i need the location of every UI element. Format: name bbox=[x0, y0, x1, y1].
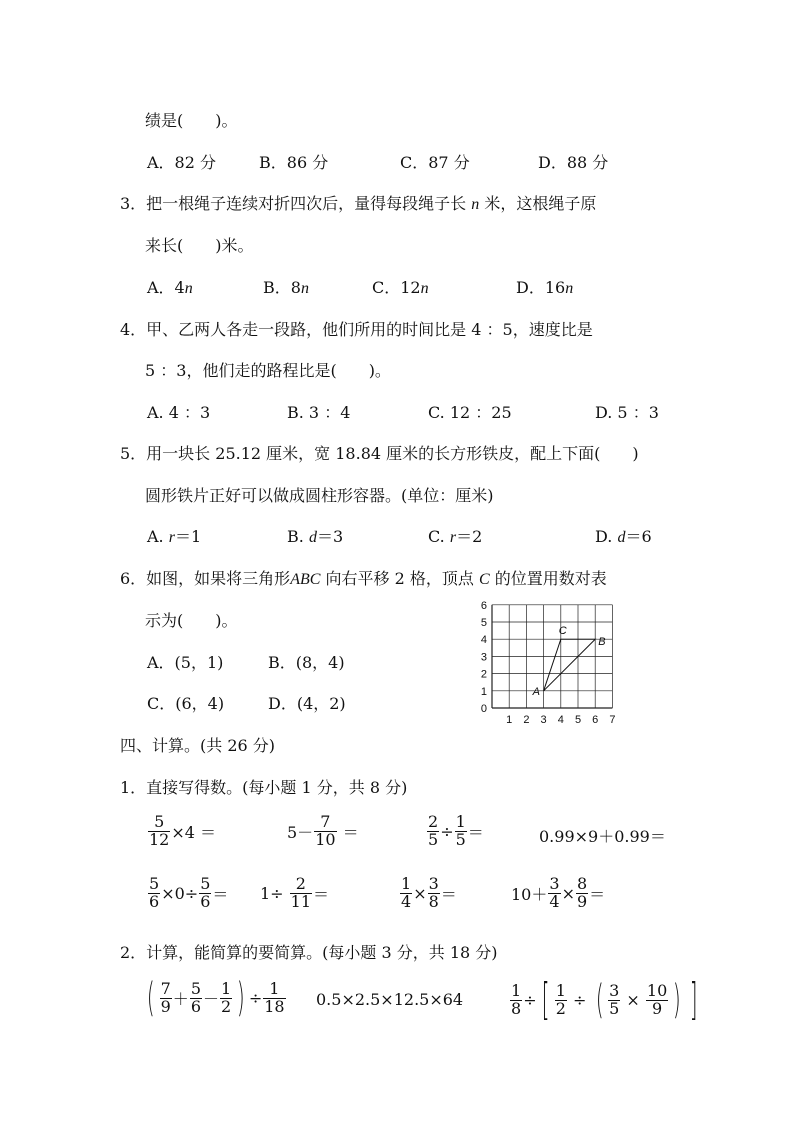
q6-option-c[interactable]: C．(6，4) bbox=[147, 694, 225, 713]
x-tick-label: 2 bbox=[523, 714, 530, 726]
q3-option-b[interactable]: B．8n bbox=[263, 278, 309, 297]
y-tick-label: 2 bbox=[480, 668, 487, 681]
q3-option-d[interactable]: D．16n bbox=[516, 278, 574, 297]
section-4-part2: 2．计算，能简算的要简算。(每小题 3 分，共 18 分) bbox=[120, 943, 498, 962]
calc2-expr-2: 0.5×2.5×12.5×64 bbox=[316, 990, 464, 1009]
y-tick-label: 0 bbox=[480, 703, 487, 715]
y-tick-label: 5 bbox=[480, 617, 487, 629]
grid-lines bbox=[492, 605, 612, 708]
section-4-title: 四、计算。(共 26 分) bbox=[120, 736, 276, 755]
calc2-expr-1: ( $\frac{7}{9}$ ＋ $\frac{5}{6}$ － $\frac{1}{2}$ ) ÷ $\frac{1}{18}$ bbox=[146, 975, 285, 1021]
x-tick-label: 6 bbox=[592, 714, 599, 726]
calc-expr-3: $\frac{2}{5}$ ÷ $\frac{1}{5}$ ＝ bbox=[428, 812, 484, 849]
vertex-label-b: B bbox=[598, 636, 606, 649]
q6-option-d[interactable]: D．(4，2) bbox=[268, 694, 346, 713]
q4-option-a[interactable]: A. 4 ：3 bbox=[147, 403, 211, 422]
calc-expr-1: $\frac{5}{12}$ ×4 ＝ bbox=[149, 812, 217, 849]
q2-option-c[interactable]: C．87 分 bbox=[400, 153, 470, 172]
q2-option-b[interactable]: B．86 分 bbox=[259, 153, 329, 172]
q3-line2: 来长( )米。 bbox=[145, 236, 254, 255]
triangle-abc bbox=[532, 625, 606, 698]
coordinate-grid-figure bbox=[476, 598, 646, 730]
calc-expr-4: 0.99×9＋0.99＝ bbox=[539, 827, 666, 846]
q5-option-c[interactable]: C. r＝2 bbox=[428, 527, 483, 546]
q4-option-d[interactable]: D. 5 ：3 bbox=[595, 403, 659, 422]
q5-option-a[interactable]: A. r＝1 bbox=[147, 527, 202, 546]
calc-expr-7: $\frac{1}{4}$ × $\frac{3}{8}$ ＝ bbox=[401, 874, 457, 911]
q2-line: 绩是( )。 bbox=[145, 111, 238, 130]
vertex-label-a: A bbox=[532, 685, 540, 698]
q4-option-b[interactable]: B. 3 ：4 bbox=[287, 403, 351, 422]
y-tick-label: 3 bbox=[480, 651, 487, 664]
q3-line1: 3．把一根绳子连续对折四次后，量得每段绳子长 n 米，这根绳子原 bbox=[120, 194, 597, 213]
calc-expr-5: $\frac{5}{6}$ ×0÷ $\frac{5}{6}$ ＝ bbox=[149, 874, 229, 911]
q6-line1: 6．如图，如果将三角形ABC 向右平移 2 格，顶点 C 的位置用数对表 bbox=[120, 569, 607, 588]
q5-line1: 5．用一块长 25.12 厘米，宽 18.84 厘米的长方形铁皮，配上下面( ) bbox=[120, 444, 639, 463]
x-tick-label: 1 bbox=[506, 714, 513, 726]
q3-option-c[interactable]: C．12n bbox=[372, 278, 429, 297]
triangle-outline bbox=[544, 639, 596, 691]
q5-option-d[interactable]: D. d＝6 bbox=[595, 527, 652, 546]
q4-option-c[interactable]: C. 12 ：25 bbox=[428, 403, 512, 422]
x-tick-label: 4 bbox=[557, 714, 564, 726]
y-tick-label: 4 bbox=[480, 634, 487, 647]
x-tick-label: 3 bbox=[540, 714, 547, 726]
q2-option-d[interactable]: D．88 分 bbox=[538, 153, 609, 172]
x-tick-label: 7 bbox=[609, 714, 616, 726]
q4-line1: 4．甲、乙两人各走一段路，他们所用的时间比是 4 ：5，速度比是 bbox=[120, 320, 593, 339]
q2-option-a[interactable]: A．82 分 bbox=[147, 153, 217, 172]
q5-line2: 圆形铁片正好可以做成圆柱形容器。(单位：厘米) bbox=[145, 486, 494, 505]
q6-line2: 示为( )。 bbox=[145, 611, 238, 630]
q5-option-b[interactable]: B. d＝3 bbox=[287, 527, 344, 546]
q3-option-a[interactable]: A．4n bbox=[147, 278, 193, 297]
q4-line2: 5 ：3，他们走的路程比是( )。 bbox=[145, 361, 391, 380]
vertex-label-c: C bbox=[558, 625, 567, 638]
section-4-part1: 1．直接写得数。(每小题 1 分，共 8 分) bbox=[120, 778, 408, 797]
calc-expr-8: 10＋ $\frac{3}{4}$ × $\frac{8}{9}$ ＝ bbox=[511, 874, 606, 911]
y-tick-label: 1 bbox=[480, 685, 487, 698]
y-tick-label: 6 bbox=[480, 599, 487, 612]
calc-expr-2: 5－ $\frac{7}{10}$ ＝ bbox=[287, 812, 359, 849]
calc-expr-6: 1÷ $\frac{2}{11}$ ＝ bbox=[260, 874, 330, 911]
q6-option-a[interactable]: A．(5，1) bbox=[147, 653, 224, 672]
x-tick-label: 5 bbox=[574, 714, 582, 726]
q6-option-b[interactable]: B．(8，4) bbox=[268, 653, 345, 672]
calc2-expr-3: $\frac{1}{8}$ ÷ [ $\frac{1}{2}$ ÷ ( $\frac{3}{5}$ × $\frac{10}{9}$ ) ] bbox=[511, 974, 698, 1025]
